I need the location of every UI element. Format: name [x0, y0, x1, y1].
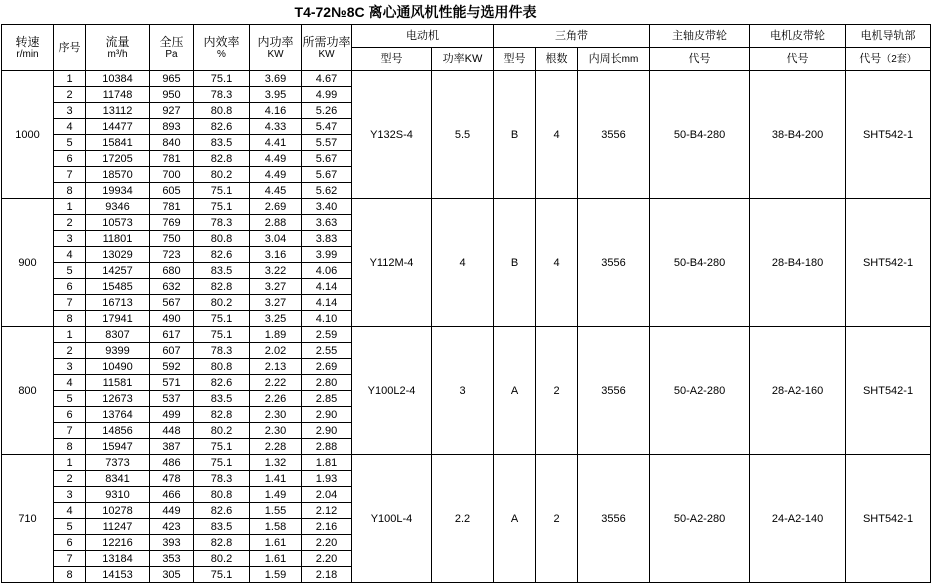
col-efficiency	[194, 25, 250, 71]
cell-power: 3.69	[250, 71, 302, 87]
cell-rail-code: SHT542-1	[846, 199, 931, 327]
cell-pressure: 950	[150, 87, 194, 103]
cell-index: 4	[54, 375, 86, 391]
cell-flow: 13112	[86, 103, 150, 119]
cell-required-power: 2.90	[302, 407, 352, 423]
col-pressure-label: 全压	[159, 34, 184, 49]
cell-flow: 11801	[86, 231, 150, 247]
cell-flow: 13764	[86, 407, 150, 423]
cell-required-power: 2.12	[302, 503, 352, 519]
cell-index: 6	[54, 151, 86, 167]
cell-efficiency: 75.1	[194, 71, 250, 87]
cell-belt-length: 3556	[578, 71, 650, 199]
cell-flow: 10278	[86, 503, 150, 519]
cell-pressure: 723	[150, 247, 194, 263]
cell-pressure: 567	[150, 295, 194, 311]
cell-rail-code: SHT542-1	[846, 327, 931, 455]
cell-efficiency: 82.8	[194, 151, 250, 167]
cell-pressure: 680	[150, 263, 194, 279]
table-row	[2, 199, 931, 215]
cell-motor-model: Y132S-4	[352, 71, 432, 199]
cell-index: 1	[54, 71, 86, 87]
cell-pressure: 632	[150, 279, 194, 295]
cell-pressure: 592	[150, 359, 194, 375]
group-motor: 电动机	[352, 25, 494, 48]
cell-belt-length: 3556	[578, 327, 650, 455]
table-head	[2, 25, 931, 71]
cell-pressure: 486	[150, 455, 194, 471]
cell-power: 1.55	[250, 503, 302, 519]
cell-index: 1	[54, 455, 86, 471]
cell-index: 8	[54, 311, 86, 327]
cell-efficiency: 83.5	[194, 519, 250, 535]
cell-power: 3.22	[250, 263, 302, 279]
cell-efficiency: 75.1	[194, 183, 250, 199]
cell-required-power: 5.67	[302, 167, 352, 183]
cell-power: 4.16	[250, 103, 302, 119]
cell-efficiency: 80.8	[194, 231, 250, 247]
cell-required-power: 4.14	[302, 279, 352, 295]
cell-efficiency: 82.8	[194, 279, 250, 295]
cell-power: 4.49	[250, 167, 302, 183]
cell-motor-model: Y112M-4	[352, 199, 432, 327]
cell-flow: 14257	[86, 263, 150, 279]
cell-power: 1.32	[250, 455, 302, 471]
cell-index: 3	[54, 231, 86, 247]
cell-index: 2	[54, 215, 86, 231]
cell-power: 2.88	[250, 215, 302, 231]
cell-main-pulley-code: 50-A2-280	[650, 327, 750, 455]
cell-pressure: 499	[150, 407, 194, 423]
cell-power: 1.41	[250, 471, 302, 487]
cell-efficiency: 82.8	[194, 535, 250, 551]
cell-flow: 18570	[86, 167, 150, 183]
cell-pressure: 393	[150, 535, 194, 551]
cell-power: 3.16	[250, 247, 302, 263]
cell-index: 2	[54, 343, 86, 359]
cell-required-power: 4.06	[302, 263, 352, 279]
cell-motor-kw: 5.5	[432, 71, 494, 199]
cell-flow: 13184	[86, 551, 150, 567]
col-index: 序号	[54, 25, 86, 71]
cell-efficiency: 78.3	[194, 215, 250, 231]
cell-flow: 10490	[86, 359, 150, 375]
cell-required-power: 1.93	[302, 471, 352, 487]
cell-pressure: 840	[150, 135, 194, 151]
cell-flow: 14153	[86, 567, 150, 583]
cell-index: 8	[54, 439, 86, 455]
cell-belt-length: 3556	[578, 199, 650, 327]
cell-power: 3.25	[250, 311, 302, 327]
col-rpm-unit: r/min	[16, 48, 39, 60]
cell-required-power: 4.99	[302, 87, 352, 103]
cell-pressure: 617	[150, 327, 194, 343]
cell-flow: 15841	[86, 135, 150, 151]
col-belt-count: 根数	[536, 48, 578, 71]
header-group-row	[2, 25, 931, 48]
cell-required-power: 2.59	[302, 327, 352, 343]
group-motor-rail: 电机导轨部	[846, 25, 931, 48]
cell-main-pulley-code: 50-A2-280	[650, 455, 750, 583]
cell-efficiency: 82.8	[194, 407, 250, 423]
cell-flow: 17941	[86, 311, 150, 327]
cell-required-power: 2.55	[302, 343, 352, 359]
col-main-pulley-code: 代号	[650, 48, 750, 71]
cell-index: 1	[54, 327, 86, 343]
col-motor-kw: 功率KW	[432, 48, 494, 71]
cell-flow: 12673	[86, 391, 150, 407]
cell-pressure: 448	[150, 423, 194, 439]
cell-flow: 19934	[86, 183, 150, 199]
cell-flow: 7373	[86, 455, 150, 471]
cell-index: 3	[54, 359, 86, 375]
col-rpm-label: 转速	[15, 34, 40, 49]
cell-index: 6	[54, 279, 86, 295]
cell-rail-code: SHT542-1	[846, 455, 931, 583]
cell-motor-pulley-code: 28-B4-180	[750, 199, 846, 327]
cell-index: 4	[54, 119, 86, 135]
cell-pressure: 893	[150, 119, 194, 135]
cell-efficiency: 75.1	[194, 311, 250, 327]
cell-efficiency: 78.3	[194, 471, 250, 487]
cell-index: 5	[54, 135, 86, 151]
cell-belt-model: A	[494, 455, 536, 583]
cell-efficiency: 83.5	[194, 263, 250, 279]
cell-efficiency: 80.2	[194, 423, 250, 439]
cell-rail-code: SHT542-1	[846, 71, 931, 199]
cell-power: 3.04	[250, 231, 302, 247]
cell-required-power: 3.40	[302, 199, 352, 215]
cell-efficiency: 82.6	[194, 247, 250, 263]
cell-efficiency: 78.3	[194, 343, 250, 359]
cell-power: 1.49	[250, 487, 302, 503]
cell-index: 5	[54, 263, 86, 279]
col-efficiency-unit: %	[217, 48, 226, 60]
cell-pressure: 781	[150, 151, 194, 167]
cell-flow: 12216	[86, 535, 150, 551]
cell-required-power: 2.88	[302, 439, 352, 455]
cell-efficiency: 82.6	[194, 503, 250, 519]
cell-flow: 11581	[86, 375, 150, 391]
col-pressure	[150, 25, 194, 71]
cell-efficiency: 75.1	[194, 327, 250, 343]
page-title: T4-72№8C 离心通风机性能与选用件表	[294, 4, 537, 20]
col-required-power-label: 所需功率	[302, 34, 351, 49]
cell-required-power: 4.14	[302, 295, 352, 311]
cell-rpm: 900	[2, 199, 54, 327]
cell-power: 1.61	[250, 535, 302, 551]
cell-flow: 15485	[86, 279, 150, 295]
col-belt-length-unit: mm	[621, 54, 639, 65]
cell-required-power: 2.85	[302, 391, 352, 407]
table-row	[2, 455, 931, 471]
cell-index: 8	[54, 567, 86, 583]
cell-power: 4.33	[250, 119, 302, 135]
cell-pressure: 700	[150, 167, 194, 183]
cell-efficiency: 82.6	[194, 375, 250, 391]
cell-power: 4.45	[250, 183, 302, 199]
cell-belt-model: B	[494, 199, 536, 327]
cell-required-power: 2.69	[302, 359, 352, 375]
cell-required-power: 1.81	[302, 455, 352, 471]
cell-efficiency: 80.2	[194, 295, 250, 311]
cell-pressure: 353	[150, 551, 194, 567]
cell-index: 2	[54, 87, 86, 103]
cell-index: 7	[54, 423, 86, 439]
cell-required-power: 2.04	[302, 487, 352, 503]
cell-flow: 9346	[86, 199, 150, 215]
cell-power: 2.28	[250, 439, 302, 455]
col-flow-unit: m³/h	[107, 48, 128, 60]
cell-power: 4.41	[250, 135, 302, 151]
col-power	[250, 25, 302, 71]
cell-pressure: 927	[150, 103, 194, 119]
cell-index: 3	[54, 103, 86, 119]
cell-efficiency: 80.8	[194, 359, 250, 375]
cell-motor-pulley-code: 38-B4-200	[750, 71, 846, 199]
cell-power: 1.89	[250, 327, 302, 343]
cell-flow: 11247	[86, 519, 150, 535]
cell-index: 5	[54, 519, 86, 535]
cell-belt-count: 2	[536, 327, 578, 455]
cell-index: 1	[54, 199, 86, 215]
cell-pressure: 305	[150, 567, 194, 583]
cell-index: 7	[54, 295, 86, 311]
cell-motor-model: Y100L2-4	[352, 327, 432, 455]
cell-motor-pulley-code: 24-A2-140	[750, 455, 846, 583]
col-belt-model: 型号	[494, 48, 536, 71]
cell-power: 2.02	[250, 343, 302, 359]
cell-efficiency: 80.2	[194, 551, 250, 567]
cell-required-power: 2.18	[302, 567, 352, 583]
col-motor-model: 型号	[352, 48, 432, 71]
table-row	[2, 71, 931, 87]
cell-efficiency: 75.1	[194, 567, 250, 583]
cell-power: 3.95	[250, 87, 302, 103]
group-motor-pulley: 电机皮带轮	[750, 25, 846, 48]
cell-pressure: 537	[150, 391, 194, 407]
cell-belt-count: 4	[536, 71, 578, 199]
col-required-power-unit: KW	[318, 48, 335, 60]
cell-belt-count: 4	[536, 199, 578, 327]
col-efficiency-label: 内效率	[203, 34, 240, 49]
cell-flow: 10573	[86, 215, 150, 231]
col-rpm	[2, 25, 54, 71]
cell-motor-kw: 3	[432, 327, 494, 455]
cell-pressure: 449	[150, 503, 194, 519]
cell-power: 1.59	[250, 567, 302, 583]
col-belt-length-label: 内周长	[588, 53, 622, 65]
cell-efficiency: 80.8	[194, 103, 250, 119]
cell-index: 3	[54, 487, 86, 503]
cell-required-power: 3.83	[302, 231, 352, 247]
cell-efficiency: 75.1	[194, 455, 250, 471]
cell-efficiency: 75.1	[194, 439, 250, 455]
cell-efficiency: 83.5	[194, 391, 250, 407]
cell-pressure: 490	[150, 311, 194, 327]
cell-pressure: 750	[150, 231, 194, 247]
cell-efficiency: 82.6	[194, 119, 250, 135]
cell-efficiency: 80.8	[194, 487, 250, 503]
cell-flow: 9399	[86, 343, 150, 359]
performance-table	[1, 24, 931, 583]
cell-flow: 8307	[86, 327, 150, 343]
cell-power: 2.69	[250, 199, 302, 215]
cell-required-power: 5.62	[302, 183, 352, 199]
cell-pressure: 387	[150, 439, 194, 455]
cell-pressure: 965	[150, 71, 194, 87]
cell-flow: 15947	[86, 439, 150, 455]
cell-required-power: 5.26	[302, 103, 352, 119]
cell-power: 1.58	[250, 519, 302, 535]
cell-pressure: 478	[150, 471, 194, 487]
cell-pressure: 466	[150, 487, 194, 503]
cell-rpm: 1000	[2, 71, 54, 199]
cell-flow: 17205	[86, 151, 150, 167]
cell-required-power: 4.67	[302, 71, 352, 87]
cell-belt-count: 2	[536, 455, 578, 583]
col-flow	[86, 25, 150, 71]
cell-pressure: 607	[150, 343, 194, 359]
cell-required-power: 4.10	[302, 311, 352, 327]
col-power-unit: KW	[267, 48, 284, 60]
cell-rpm: 710	[2, 455, 54, 583]
cell-efficiency: 75.1	[194, 199, 250, 215]
cell-belt-model: A	[494, 327, 536, 455]
col-belt-length	[578, 48, 650, 71]
col-power-label: 内功率	[257, 34, 294, 49]
cell-power: 1.61	[250, 551, 302, 567]
cell-required-power: 5.57	[302, 135, 352, 151]
cell-required-power: 5.67	[302, 151, 352, 167]
cell-flow: 16713	[86, 295, 150, 311]
col-rail-code-label: 代号	[859, 53, 882, 65]
cell-power: 2.22	[250, 375, 302, 391]
cell-power: 2.13	[250, 359, 302, 375]
cell-index: 4	[54, 247, 86, 263]
cell-power: 2.26	[250, 391, 302, 407]
cell-required-power: 2.20	[302, 551, 352, 567]
cell-motor-model: Y100L-4	[352, 455, 432, 583]
cell-required-power: 2.80	[302, 375, 352, 391]
cell-pressure: 423	[150, 519, 194, 535]
cell-pressure: 769	[150, 215, 194, 231]
cell-index: 5	[54, 391, 86, 407]
col-pressure-unit: Pa	[165, 48, 178, 60]
cell-index: 7	[54, 551, 86, 567]
cell-pressure: 605	[150, 183, 194, 199]
table-body	[2, 71, 931, 583]
cell-efficiency: 78.3	[194, 87, 250, 103]
cell-required-power: 3.99	[302, 247, 352, 263]
cell-motor-kw: 2.2	[432, 455, 494, 583]
cell-belt-model: B	[494, 71, 536, 199]
cell-efficiency: 80.2	[194, 167, 250, 183]
cell-efficiency: 83.5	[194, 135, 250, 151]
group-main-pulley: 主轴皮带轮	[650, 25, 750, 48]
cell-belt-length: 3556	[578, 455, 650, 583]
cell-required-power: 5.47	[302, 119, 352, 135]
col-motor-pulley-code: 代号	[750, 48, 846, 71]
cell-index: 8	[54, 183, 86, 199]
cell-flow: 9310	[86, 487, 150, 503]
cell-rpm: 800	[2, 327, 54, 455]
cell-power: 3.27	[250, 295, 302, 311]
cell-main-pulley-code: 50-B4-280	[650, 71, 750, 199]
cell-flow: 8341	[86, 471, 150, 487]
cell-index: 2	[54, 471, 86, 487]
cell-pressure: 781	[150, 199, 194, 215]
cell-index: 6	[54, 535, 86, 551]
cell-index: 6	[54, 407, 86, 423]
cell-required-power: 3.63	[302, 215, 352, 231]
cell-motor-pulley-code: 28-A2-160	[750, 327, 846, 455]
cell-motor-kw: 4	[432, 199, 494, 327]
cell-required-power: 2.16	[302, 519, 352, 535]
cell-main-pulley-code: 50-B4-280	[650, 199, 750, 327]
cell-power: 2.30	[250, 407, 302, 423]
cell-power: 4.49	[250, 151, 302, 167]
cell-flow: 13029	[86, 247, 150, 263]
table-row	[2, 327, 931, 343]
cell-required-power: 2.20	[302, 535, 352, 551]
col-flow-label: 流量	[105, 34, 130, 49]
cell-required-power: 2.90	[302, 423, 352, 439]
cell-flow: 10384	[86, 71, 150, 87]
col-required-power	[302, 25, 352, 71]
col-rail-code	[846, 48, 931, 71]
group-v-belt: 三角带	[494, 25, 650, 48]
cell-pressure: 571	[150, 375, 194, 391]
cell-index: 7	[54, 167, 86, 183]
cell-flow: 11748	[86, 87, 150, 103]
cell-power: 3.27	[250, 279, 302, 295]
col-rail-code-unit: （2套）	[881, 54, 917, 65]
cell-power: 2.30	[250, 423, 302, 439]
cell-flow: 14477	[86, 119, 150, 135]
cell-flow: 14856	[86, 423, 150, 439]
cell-index: 4	[54, 503, 86, 519]
